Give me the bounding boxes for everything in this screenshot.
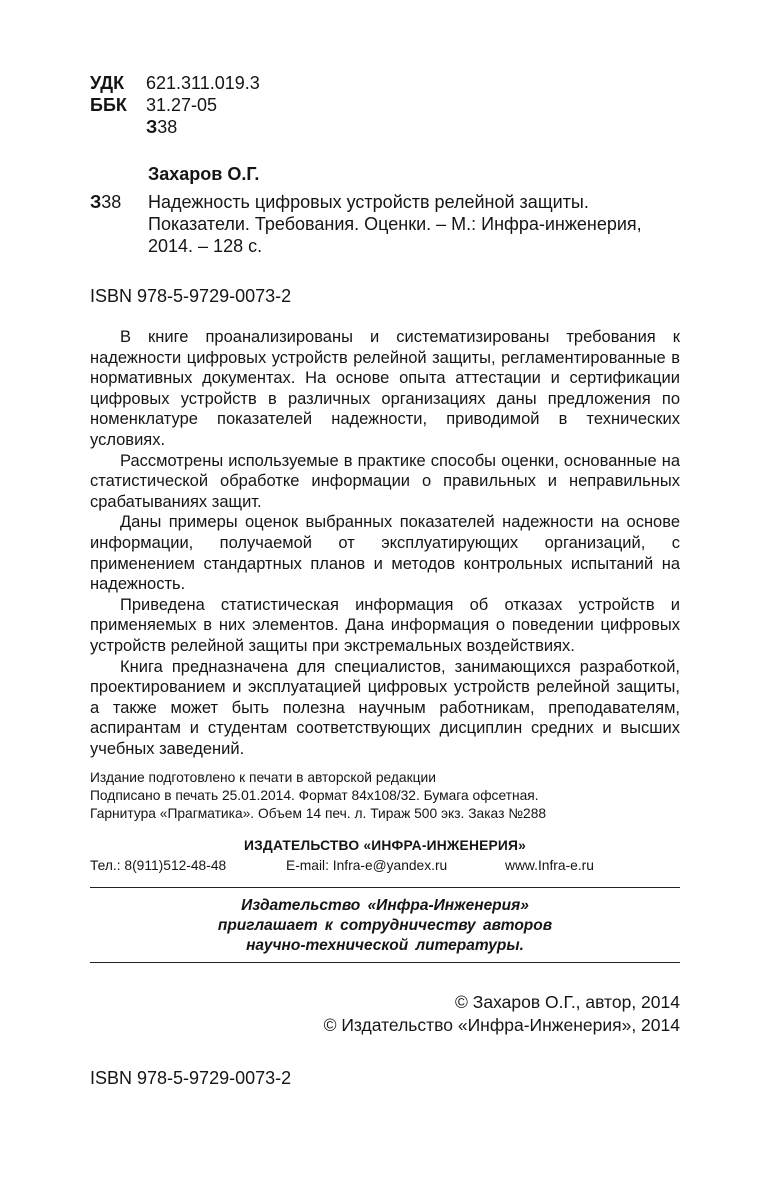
print-details-line: Подписано в печать 25.01.2014. Формат 84х108/32. Бумага офсетная. — [90, 788, 539, 804]
bib-description: Надежность цифровых устройств релейной защиты. Показатели. Требования. Оценки. – М.: Инфра-инженерия, 2014. – 128 с. — [148, 192, 642, 256]
bibliographic-record — [90, 191, 680, 257]
copyright-author: © Захаров О.Г., автор, 2014 — [455, 992, 680, 1013]
isbn-bottom: ISBN 978-5-9729-0073-2 — [90, 1068, 292, 1089]
abstract-paragraph: Даны примеры оценок выбранных показателей надежности на основе информации, получаемой от эксплуатирующих организаций, с применением стандартных планов и методов контрольных испытаний на надежность. — [90, 513, 680, 594]
author-mark-number: 38 — [157, 117, 178, 137]
invitation-box — [90, 887, 680, 963]
abstract-paragraph: Рассмотрены используемые в практике способы оценки, основанные на статистической обработке информации о правильных и неправильных срабатываниях защит. — [90, 451, 680, 511]
print-details-line: Издание подготовлено к печати в авторской редакции — [90, 770, 436, 786]
udk-label: УДК — [90, 73, 125, 93]
author-heading: Захаров О.Г. — [148, 164, 260, 184]
bib-code-number: 38 — [101, 192, 122, 212]
bbk-label: ББК — [90, 95, 127, 115]
bib-author-mark — [90, 191, 121, 213]
copyright-block — [90, 991, 680, 1037]
abstract-paragraph: Приведена статистическая информация об отказах устройств и применяемых в них элементов. Дана информация о поведении цифровых устройств релейной защиты при экстремальных воздействиях. — [90, 595, 680, 655]
print-details-line: Гарнитура «Прагматика». Объем 14 печ. л. Тираж 500 экз. Заказ №288 — [90, 805, 547, 821]
isbn-top: ISBN 978-5-9729-0073-2 — [90, 286, 292, 306]
publisher-name: ИЗДАТЕЛЬСТВО «ИНФРА-ИНЖЕНЕРИЯ» — [243, 838, 527, 854]
imprint-page — [90, 72, 680, 1089]
invitation-line: Издательство «Инфра-Инженерия» — [241, 897, 529, 915]
invitation-line: научно-технической литературы. — [246, 937, 524, 955]
publisher-website: www.Infra-e.ru — [505, 858, 594, 874]
author-mark — [90, 116, 680, 138]
udk-row — [90, 72, 680, 94]
publisher-contacts — [90, 857, 680, 874]
udk-value: 621.311.019.3 — [146, 73, 260, 93]
bib-code-letter: З — [90, 192, 102, 212]
abstract-paragraph: В книге проанализированы и систематизированы требования к надежности цифровых устройств релейной защиты, регламентированные в нормативных документах. На основе опыта аттестации и сертификации цифровых устройств в различных организациях даны предложения по номенклатуре показателей надежности, приводимой в технических условиях. — [90, 328, 680, 449]
invitation-line: приглашает к сотрудничеству авторов — [217, 917, 553, 935]
bbk-value: 31.27-05 — [146, 95, 218, 115]
publisher-phone: Тел.: 8(911)512-48-48 — [90, 858, 227, 874]
publisher-email: E-mail: Infra-e@yandex.ru — [286, 858, 448, 874]
author-mark-letter: З — [146, 117, 158, 137]
abstract-paragraph: Книга предназначена для специалистов, занимающихся разработкой, проектированием и эксплуатацией цифровых устройств релейной защиты, а также может быть полезна научным работникам, преподавателям, аспирантам и студентам соответствующих дисциплин средних и высших учебных заведений. — [90, 657, 680, 758]
print-details — [90, 769, 680, 822]
bbk-row — [90, 94, 680, 116]
copyright-publisher: © Издательство «Инфра-Инженерия», 2014 — [323, 1015, 680, 1036]
abstract — [90, 327, 680, 759]
